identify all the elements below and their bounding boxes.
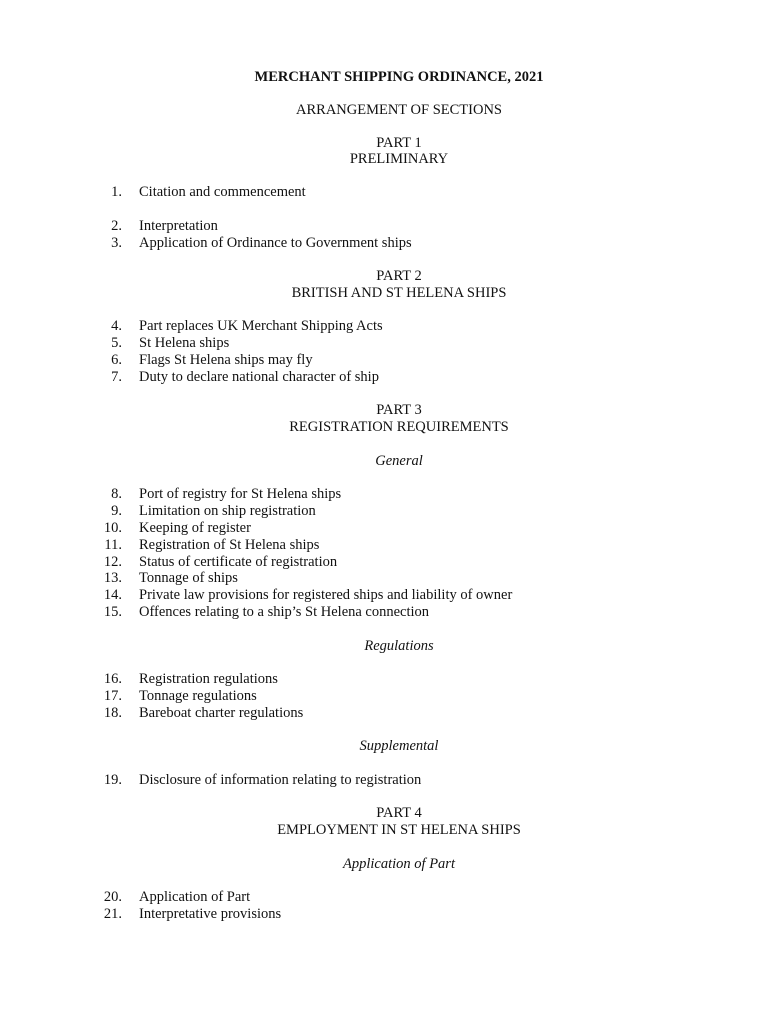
section-title: Keeping of register [139, 520, 251, 536]
section-number: 1. [111, 184, 122, 200]
section-title: Tonnage of ships [139, 570, 238, 586]
part-4-label: PART 4 [376, 805, 422, 821]
part-3-name: REGISTRATION REQUIREMENTS [289, 419, 509, 435]
section-number: 15. [103, 604, 122, 620]
section-title: Duty to declare national character of ship [139, 369, 379, 385]
section-title: Status of certificate of registration [139, 554, 338, 570]
section-title: Registration of St Helena ships [139, 537, 320, 553]
section-title: Application of Ordinance to Government ships [139, 235, 412, 251]
section-number: 11. [104, 537, 122, 553]
section-title: Flags St Helena ships may fly [139, 352, 313, 368]
section-number: 13. [103, 570, 122, 586]
section-title: Port of registry for St Helena ships [139, 486, 342, 502]
section-title: Tonnage regulations [139, 688, 257, 704]
section-number: 9. [111, 503, 122, 519]
section-title: Disclosure of information relating to registration [139, 772, 422, 788]
section-title: Offences relating to a ship’s St Helena connection [139, 604, 430, 620]
section-number: 7. [111, 369, 122, 385]
section-number: 8. [111, 486, 122, 502]
section-title: Bareboat charter regulations [139, 705, 304, 721]
section-number: 18. [103, 705, 122, 721]
section-number: 20. [103, 889, 122, 905]
subheading-supplemental: Supplemental [359, 738, 439, 754]
section-title: Interpretation [139, 218, 218, 234]
section-number: 2. [111, 218, 122, 234]
document-title: MERCHANT SHIPPING ORDINANCE, 2021 [254, 69, 544, 85]
section-title: Citation and commencement [139, 184, 306, 200]
section-title: Part replaces UK Merchant Shipping Acts [139, 318, 383, 334]
part-1-name: PRELIMINARY [349, 151, 449, 167]
section-title: Registration regulations [139, 671, 278, 687]
part-1-label: PART 1 [376, 135, 422, 151]
section-number: 17. [103, 688, 122, 704]
section-title: Limitation on ship registration [139, 503, 316, 519]
section-title: St Helena ships [139, 335, 230, 351]
part-2-label: PART 2 [376, 268, 422, 284]
section-number: 12. [103, 554, 122, 570]
section-number: 4. [111, 318, 122, 334]
section-number: 19. [103, 772, 122, 788]
part-4-name: EMPLOYMENT IN ST HELENA SHIPS [277, 822, 521, 838]
section-number: 16. [103, 671, 122, 687]
section-number: 14. [103, 587, 122, 603]
subheading-regulations: Regulations [364, 638, 434, 654]
arrangement-heading: ARRANGEMENT OF SECTIONS [296, 102, 502, 118]
part-2-name: BRITISH AND ST HELENA SHIPS [291, 285, 507, 301]
subheading-general: General [375, 453, 423, 469]
section-number: 5. [111, 335, 122, 351]
section-title: Application of Part [139, 889, 251, 905]
part-3-label: PART 3 [376, 402, 422, 418]
subheading-application-of-part: Application of Part [343, 856, 455, 872]
section-number: 6. [111, 352, 122, 368]
section-title: Interpretative provisions [139, 906, 282, 922]
section-title: Private law provisions for registered ships and liability of owner [139, 587, 513, 603]
section-number: 10. [103, 520, 122, 536]
section-number: 3. [111, 235, 122, 251]
section-number: 21. [103, 906, 122, 922]
